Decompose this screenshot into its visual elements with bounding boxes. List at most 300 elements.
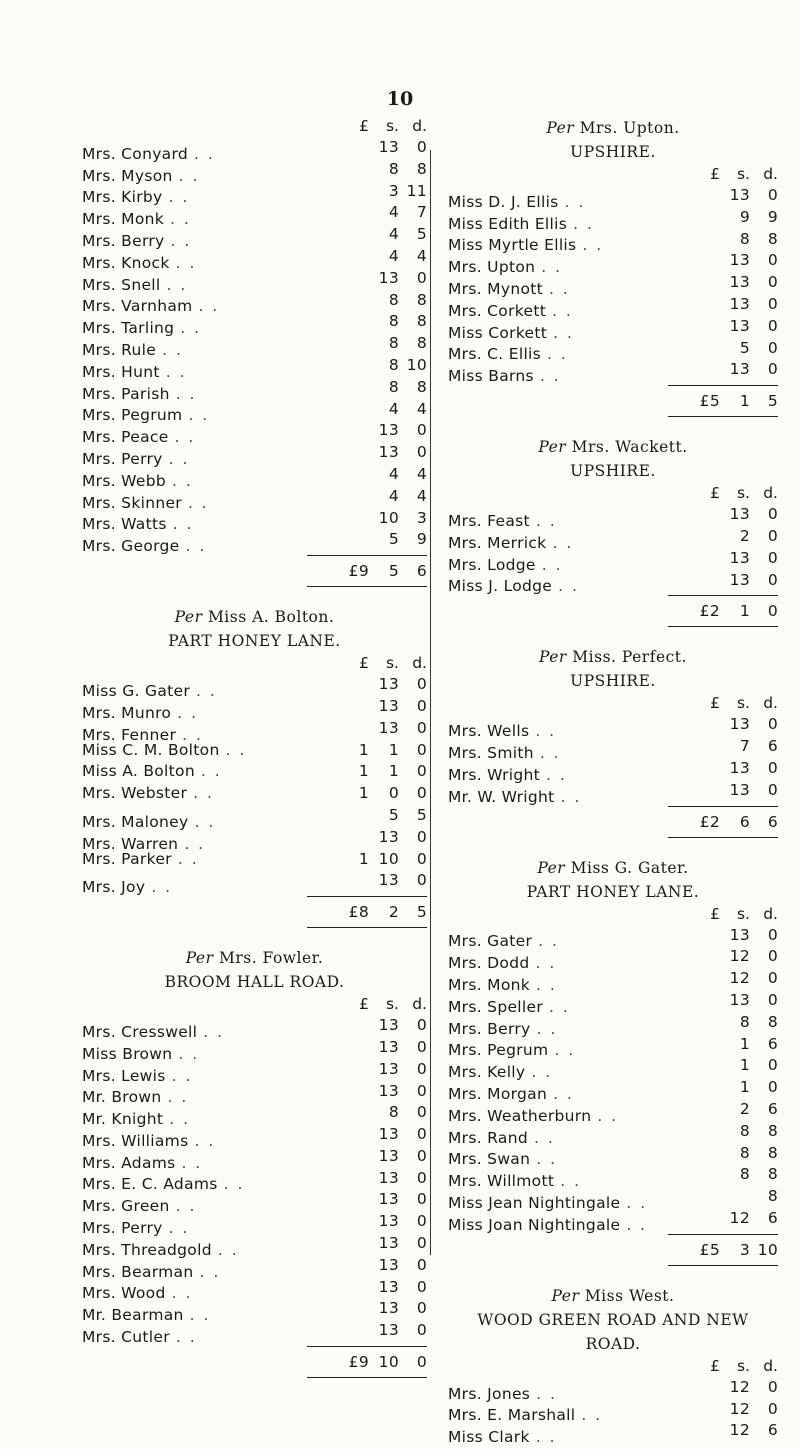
section-heading-name: Miss West. [584,1286,675,1305]
amount [668,1235,778,1265]
amount-pounds [698,1077,720,1099]
contributor-name: Mrs. Pegrum [448,1041,549,1060]
amount [668,570,778,592]
leader-dots: . . [581,1406,603,1425]
leader-dots: . . [552,533,574,552]
amount-pounds [347,827,369,849]
amount-shillings: 8 [739,1012,750,1031]
amount-pounds [347,1037,369,1059]
amount-pence: 0 [416,696,427,715]
amount-pounds [347,1168,369,1190]
amount [668,229,778,251]
amount [307,333,427,355]
leader-dots: . . [539,367,561,386]
contributor-name: Miss J. Lodge [448,577,553,596]
amount-pounds [347,529,369,551]
leader-dots: . . [171,1284,193,1303]
amount-pounds [698,1399,720,1421]
amount [307,718,427,740]
amount [307,827,427,849]
amount-pounds [698,185,720,207]
amount [307,783,427,805]
amount [307,181,427,203]
amount-pounds: 1 [358,849,369,868]
amount [307,1124,427,1146]
ledger-row [448,504,778,530]
amount [668,359,778,381]
amount [668,294,778,316]
section-spacer [448,838,778,856]
amount-pence: 0 [767,338,778,357]
contributor-name: Mr. Bearman [82,1306,184,1325]
contributor-name: Mrs. Perry [82,449,163,468]
contributor-name: Mrs. Wells [448,722,530,741]
leader-dots: . . [166,275,188,294]
currency-header [448,483,778,504]
amount-pounds [698,316,720,338]
amount-pence: 5 [416,225,427,244]
contributor-name: Mr. Brown [82,1088,162,1107]
amount-shillings: 13 [378,1125,399,1144]
contributor-name: Mrs. Feast [448,511,530,530]
amount [668,946,778,968]
amount-shillings: 13 [729,294,750,313]
amount [307,224,427,246]
amount-shillings: 12 [729,1399,750,1418]
amount-shillings: 2 [388,903,399,922]
contributor-name: Mrs. Perry [82,1219,163,1238]
leader-dots: . . [203,1022,225,1041]
amount-pounds: £5 [699,392,720,411]
amount [307,696,427,718]
leader-dots: . . [165,362,187,381]
leader-dots: . . [194,144,215,163]
amount-pounds [347,1146,369,1168]
leader-dots: . . [535,954,557,973]
amount-shillings: 13 [729,360,750,379]
section-place: WOOD GREEN ROAD AND NEW ROAD. [477,1310,749,1353]
section-heading-name: Mrs. Upton. [579,119,680,137]
amount-shillings: 4 [388,225,399,244]
amount-shillings: s. [385,995,399,1014]
amount-pounds [698,968,720,990]
amount-shillings: 8 [388,377,399,396]
section-heading [448,1284,778,1308]
amount-pence: 6 [767,737,778,756]
amount-pounds [347,246,369,268]
amount-pounds [698,570,720,592]
amount-shillings: 13 [729,925,750,944]
section-spacer [448,1266,778,1284]
contributor-name: Mrs. Dodd [448,954,530,973]
amount-shillings: 13 [378,1016,399,1035]
amount-pounds [698,1055,720,1077]
leader-dots: . . [535,722,557,741]
amount-shillings: 13 [378,1168,399,1187]
leader-dots: . . [626,1215,648,1234]
amount [307,897,427,927]
contributor-name: Mrs. Weatherburn [448,1106,592,1125]
amount [307,246,427,268]
amount-pounds [347,224,369,246]
amount-pounds [698,1143,720,1165]
leader-dots: . . [553,323,574,342]
contributor-name: Mrs. Bearman [82,1262,194,1281]
amount-shillings: 13 [378,1059,399,1078]
ledger-row [82,870,427,897]
ledger-row [82,137,427,163]
amount [307,508,427,530]
amount [668,596,778,626]
contributor-name: Mrs. Kirby [82,188,163,207]
contributor-name: Mrs. Lodge [448,555,536,574]
leader-dots: . . [175,384,197,403]
amount [668,714,778,736]
section-place: BROOM HALL ROAD. [164,973,345,992]
amount-pence: 0 [767,251,778,270]
right-column [448,116,778,1447]
amount-pounds [698,946,720,968]
amount-shillings: 10 [378,1353,399,1372]
amount [307,311,427,333]
leader-dots: . . [541,555,563,574]
amount [668,925,778,947]
amount [668,736,778,758]
currency-header [448,693,778,714]
amount [668,1034,778,1056]
contributor-name: Mrs. Threadgold [82,1240,212,1259]
amount-pounds [347,355,369,377]
section-total [82,1347,427,1377]
amount-pence: 8 [767,1187,778,1206]
amount-pounds [698,925,720,947]
amount-pounds [698,1420,720,1442]
amount-pounds [347,1277,369,1299]
contributor-name: Miss Myrtle Ellis [448,236,577,255]
ledger-row [448,925,778,951]
amount [307,268,427,290]
section-spacer [82,587,427,605]
amount-pounds [698,780,720,802]
amount-pounds [347,202,369,224]
section-spacer [448,417,778,435]
amount-shillings: 1 [739,602,750,621]
leader-dots: . . [168,188,190,207]
amount-shillings: 12 [729,1208,750,1227]
amount-pence: 0 [767,990,778,1009]
amount-pence: 0 [416,443,427,462]
amount-pounds [347,464,369,486]
leader-dots: . . [174,428,196,447]
amount-pence: 8 [416,312,427,331]
amount-shillings: 12 [729,1421,750,1440]
amount-pounds [347,718,369,740]
leader-dots: . . [175,253,197,272]
amount [307,674,427,696]
amount [307,464,427,486]
ledger-row [448,714,778,741]
amount-shillings: 13 [729,505,750,524]
amount-pounds [347,674,369,696]
contributor-name: Mrs. Peace [82,428,169,447]
amount-pence: 0 [416,1353,427,1372]
amount-pounds [347,1102,369,1124]
amount-pounds [698,1099,720,1121]
amount-pence: 4 [416,399,427,418]
contributor-name: Mrs. Pegrum [82,406,183,425]
contributor-name: Mrs. Lewis [82,1066,166,1085]
ledger-row [82,1015,427,1041]
contributor-name: Mrs. Snell [82,275,161,294]
amount-pence: 5 [416,903,427,922]
amount-pence: 0 [767,294,778,313]
amount-shillings: 1 [739,392,750,411]
amount-pounds [347,1081,369,1103]
leader-dots: . . [151,878,173,897]
section-place: UPSHIRE. [570,143,656,161]
amount [307,420,427,442]
amount-pounds: £2 [699,602,720,621]
leader-dots: . . [200,762,222,781]
contributor-name: Mrs. Joy [82,878,146,897]
section-heading-per: Per [539,648,567,667]
contributor-name: Mrs. Upton [448,258,536,277]
section-heading-name: Mrs. Fowler. [218,949,324,968]
amount-shillings: 5 [388,805,399,824]
amount-pence: 0 [416,1081,427,1100]
amount-pence: 0 [416,1299,427,1318]
amount-pence: 8 [416,159,427,178]
contributor-name: Miss Jean Nightingale [448,1193,621,1212]
amount-shillings: 13 [378,1081,399,1100]
leader-dots: . . [193,784,214,803]
ledger-row [82,805,427,831]
amount-pence: 0 [767,273,778,292]
currency-header [448,904,778,925]
amount-pounds: £ [710,484,720,503]
contributor-name: Mrs. Cutler [82,1328,170,1347]
amount [307,1255,427,1277]
amount-pence: 0 [767,947,778,966]
amount-shillings: 4 [388,246,399,265]
contributor-name: Mrs. Jones [448,1384,531,1403]
amount-pence: 0 [416,421,427,440]
amount [307,137,427,159]
ledger-row [82,783,427,805]
amount-shillings: 0 [388,784,399,803]
amount-pounds [347,442,369,464]
amount-pence: 0 [416,718,427,737]
amount-pence: 0 [416,1059,427,1078]
amount [307,740,427,762]
amount [668,1208,778,1230]
amount [307,1146,427,1168]
amount-pounds: £2 [699,812,720,831]
amount-shillings: 13 [378,1299,399,1318]
amount-pence: 0 [416,1037,427,1056]
amount-pounds [347,137,369,159]
amount-pence: 0 [416,1146,427,1165]
amount [668,338,778,360]
amount-pence: 0 [767,1377,778,1396]
amount-pounds [698,1208,720,1230]
amount-pence: 0 [416,762,427,781]
section-place: PART HONEY LANE. [168,632,341,651]
contributor-name: Mrs. George [82,537,180,556]
contributor-name: Mr. Knight [82,1110,164,1129]
amount-shillings: s. [736,694,750,713]
amount-pence: 0 [767,758,778,777]
leader-dots: . . [180,319,202,338]
amount-pence: 0 [767,925,778,944]
section-total [82,556,427,586]
section-place: PART HONEY LANE. [526,882,700,901]
amount-shillings: 10 [378,508,399,527]
amount [668,250,778,272]
amount-pence: 0 [416,1212,427,1231]
amount-shillings: 13 [378,718,399,737]
contributor-name: Mrs. Smith [448,743,534,762]
amount-pence: d. [412,654,427,673]
section-heading [82,605,427,629]
leader-dots: . . [170,231,192,250]
amount-pence: 9 [767,207,778,226]
contributor-name: Mrs. Watts [82,515,167,534]
contributor-name: Miss G. Gater [82,681,191,700]
contributor-name: Miss A. Bolton [82,762,195,781]
leader-dots: . . [536,1384,557,1403]
amount-pence: 6 [767,1421,778,1440]
right-section [448,116,778,417]
amount-pounds [698,1377,720,1399]
amount-pounds [698,250,720,272]
amount-pounds [698,1164,720,1186]
amount-pence: 0 [416,1277,427,1296]
amount-pence: 4 [416,486,427,505]
amount [668,1055,778,1077]
amount-shillings: s. [736,1356,750,1375]
amount [307,1277,427,1299]
section-heading-per: Per [551,1286,580,1305]
amount [307,159,427,181]
amount [307,1298,427,1320]
leader-dots: . . [167,1088,189,1107]
left-section [82,116,427,587]
currency-header [82,653,427,674]
amount-shillings: 7 [739,737,750,756]
contributor-name: Mrs. Berry [82,231,165,250]
amount-pence: 8 [767,1143,778,1162]
leader-dots: . . [169,1110,190,1129]
amount-shillings: 13 [729,273,750,292]
contributor-name: Mrs. E. C. Adams [82,1175,218,1194]
amount-shillings: 8 [388,334,399,353]
contributor-name: Miss Barns [448,367,534,386]
amount-pounds: £ [710,1356,720,1375]
amount [307,202,427,224]
currency-header [82,994,427,1015]
contributor-name: Mrs. E. Marshall [448,1406,576,1425]
amount-shillings: 1 [739,1056,750,1075]
amount [668,1399,778,1421]
amount-pounds [698,229,720,251]
amount-pounds [347,1124,369,1146]
amount-shillings: 2 [739,1099,750,1118]
amount-shillings: s. [385,117,399,135]
amount-pence: 5 [767,392,778,411]
leader-dots: . . [553,1084,574,1103]
contributor-name: Mrs. C. Ellis [448,345,542,364]
leader-dots: . . [184,834,206,853]
amount-shillings: 5 [739,338,750,357]
contributor-name: Mrs. Willmott [448,1172,555,1191]
amount-pounds [347,870,369,892]
section-heading [448,856,778,880]
contributor-name: Mrs. Hunt [82,362,160,381]
contributor-name: Mrs. Cresswell [82,1022,198,1041]
section-heading-per: Per [185,949,214,968]
amount [668,1377,778,1399]
left-section [82,946,427,1378]
section-heading-name: Miss G. Gater. [570,858,689,877]
amount-shillings: s. [736,165,750,183]
contributor-name: Miss Clark [448,1428,530,1447]
amount-shillings: 8 [388,159,399,178]
leader-dots: . . [560,1172,581,1191]
amount-pence: 0 [416,1016,427,1035]
amount-shillings: 1 [739,1034,750,1053]
amount-pence: 0 [767,316,778,335]
amount-pence: 8 [416,290,427,309]
amount-pence: 4 [416,464,427,483]
contributor-name: Mrs. Myson [82,166,173,185]
amount-pounds [347,696,369,718]
amount-pence: 0 [767,548,778,567]
amount [668,386,778,416]
leader-dots: . . [541,258,563,277]
section-heading [448,435,778,459]
amount [668,968,778,990]
contributor-name: Miss Edith Ellis [448,214,568,233]
amount [668,780,778,802]
amount-shillings: 13 [378,675,399,694]
amount-pence: 0 [767,360,778,379]
contributor-name: Mrs. Rand [448,1128,528,1147]
contributor-name: Mrs. Conyard [82,144,189,163]
leader-dots: . . [582,236,604,255]
amount-pence: 10 [757,1240,778,1259]
leader-dots: . . [171,1066,193,1085]
amount [668,207,778,229]
amount [668,693,778,714]
column-divider [430,150,431,1255]
amount-pounds [347,377,369,399]
amount-pounds [347,333,369,355]
amount-pence: 0 [416,1125,427,1144]
section-heading-per: Per [537,858,566,877]
amount-pence: 0 [416,1255,427,1274]
section-heading [448,116,778,140]
amount-shillings: 13 [378,1212,399,1231]
amount-pence: 0 [416,849,427,868]
amount-shillings: 13 [378,696,399,715]
amount-shillings [720,1186,750,1208]
amount-pounds [347,805,369,827]
amount-pounds [347,486,369,508]
contributor-name: Miss Brown [82,1044,173,1063]
amount [668,164,778,185]
amount [307,486,427,508]
